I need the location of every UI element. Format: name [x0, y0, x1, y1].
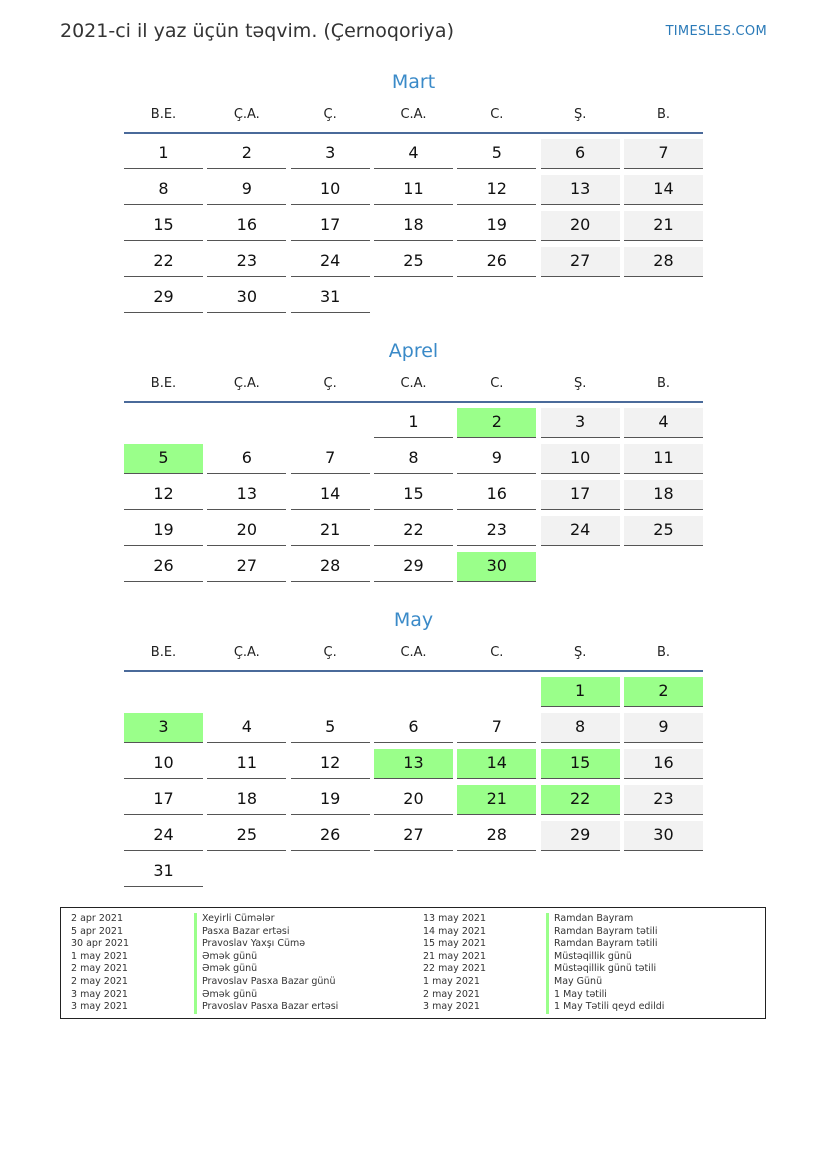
legend-holiday-name: 1 May tətili: [554, 988, 607, 1000]
day-cell: 20: [374, 785, 453, 815]
day-cell: 11: [207, 749, 286, 779]
legend-row: [413, 976, 664, 989]
day-cell: 29: [374, 552, 453, 582]
day-cell: 26: [124, 552, 203, 582]
weekday-header: [124, 96, 703, 132]
legend-row: [413, 951, 664, 964]
day-cell: 8: [374, 444, 453, 474]
month-april: [124, 337, 703, 582]
holiday-day-cell: 2: [624, 677, 703, 707]
legend-color-bar: [546, 963, 549, 976]
legend-color-bar: [546, 976, 549, 989]
day-cell: 21: [624, 211, 703, 241]
day-cell: 23: [207, 247, 286, 277]
day-cell: 25: [374, 247, 453, 277]
holiday-day-cell: 5: [124, 444, 203, 474]
day-cell: 14: [624, 175, 703, 205]
day-cell: 14: [291, 480, 370, 510]
legend-date: 14 may 2021: [423, 925, 487, 937]
day-cell: 10: [541, 444, 620, 474]
holiday-day-cell: 22: [541, 785, 620, 815]
legend-row: [413, 963, 664, 976]
day-cell: 31: [124, 857, 203, 887]
legend-color-bar: [546, 989, 549, 1002]
day-cell: 29: [124, 283, 203, 313]
empty-day-cell: [291, 408, 370, 438]
holiday-day-cell: 21: [457, 785, 536, 815]
day-cell: 15: [374, 480, 453, 510]
month-title: Mart: [391, 71, 436, 93]
holiday-day-cell: 2: [457, 408, 536, 438]
weekday-label: C.: [490, 375, 504, 391]
legend-color-bar: [194, 976, 197, 989]
day-cell: 12: [124, 480, 203, 510]
header-divider: [124, 670, 703, 672]
day-cell: 26: [457, 247, 536, 277]
day-cell: 7: [624, 139, 703, 169]
empty-day-cell: [374, 677, 453, 707]
day-grid: [124, 677, 703, 887]
day-cell: 17: [541, 480, 620, 510]
day-cell: 28: [291, 552, 370, 582]
empty-day-cell: [124, 677, 203, 707]
weekday-label: B.E.: [150, 644, 177, 660]
legend-holiday-name: Ramdan Bayram tətili: [554, 938, 658, 950]
legend-date: 22 may 2021: [423, 963, 487, 975]
legend-holiday-name: Müstəqillik günü: [554, 950, 632, 962]
day-cell: 10: [124, 749, 203, 779]
legend-color-bar: [194, 951, 197, 964]
header-divider: [124, 401, 703, 403]
day-cell: 8: [541, 713, 620, 743]
day-cell: 16: [624, 749, 703, 779]
day-cell: 24: [124, 821, 203, 851]
day-cell: 2: [207, 139, 286, 169]
legend-holiday-name: Xeyirli Cümələr: [202, 913, 275, 924]
legend-color-bar: [194, 913, 197, 926]
empty-day-cell: [291, 677, 370, 707]
legend-holiday-name: 1 May Tətili qeyd edildi: [554, 1001, 665, 1013]
day-cell: 30: [624, 821, 703, 851]
legend-color-bar: [546, 1001, 549, 1014]
legend-date: 2 apr 2021: [71, 913, 124, 924]
day-cell: 18: [374, 211, 453, 241]
day-cell: 26: [291, 821, 370, 851]
legend-row: [413, 938, 664, 951]
weekday-label: C.A.: [400, 375, 427, 391]
legend-row: [413, 989, 664, 1002]
day-cell: 21: [291, 516, 370, 546]
weekday-label: Ş.: [573, 375, 587, 391]
month-title: Aprel: [388, 340, 439, 362]
legend-color-bar: [194, 926, 197, 939]
day-cell: 5: [457, 139, 536, 169]
empty-day-cell: [124, 408, 203, 438]
legend-row: [61, 913, 338, 926]
legend-holiday-name: Ramdan Bayram tətili: [554, 925, 658, 937]
day-cell: 1: [374, 408, 453, 438]
weekday-label: Ş.: [573, 644, 587, 660]
weekday-header: [124, 634, 703, 670]
day-cell: 11: [624, 444, 703, 474]
day-cell: 9: [207, 175, 286, 205]
weekday-label: Ç.A.: [233, 375, 260, 391]
legend-color-bar: [546, 926, 549, 939]
weekday-label: Ç.A.: [233, 106, 260, 122]
day-cell: 28: [624, 247, 703, 277]
brand-logo-text[interactable]: TIMESLES.COM: [665, 24, 767, 39]
day-cell: 19: [124, 516, 203, 546]
day-cell: 5: [291, 713, 370, 743]
day-cell: 6: [374, 713, 453, 743]
month-march: [124, 68, 703, 313]
day-cell: 25: [207, 821, 286, 851]
weekday-label: C.A.: [400, 644, 427, 660]
holiday-day-cell: 13: [374, 749, 453, 779]
legend-date: 3 may 2021: [71, 988, 128, 1000]
day-cell: 19: [291, 785, 370, 815]
day-cell: 12: [457, 175, 536, 205]
weekday-header: [124, 365, 703, 401]
legend-date: 2 may 2021: [71, 975, 128, 987]
legend-color-bar: [546, 938, 549, 951]
day-cell: 3: [291, 139, 370, 169]
holiday-legend: [60, 907, 766, 1019]
day-cell: 27: [541, 247, 620, 277]
holiday-day-cell: 3: [124, 713, 203, 743]
holiday-day-cell: 15: [541, 749, 620, 779]
weekday-label: Ş.: [573, 106, 587, 122]
day-cell: 23: [457, 516, 536, 546]
day-grid: [124, 408, 703, 582]
legend-holiday-name: Pravoslav Pasxa Bazar ertəsi: [202, 1001, 339, 1013]
legend-row: [61, 1001, 338, 1014]
day-cell: 24: [291, 247, 370, 277]
holiday-day-cell: 1: [541, 677, 620, 707]
weekday-label: Ç.: [323, 106, 337, 122]
holiday-day-cell: 14: [457, 749, 536, 779]
day-cell: 13: [541, 175, 620, 205]
legend-row: [413, 913, 664, 926]
legend-color-bar: [194, 963, 197, 976]
legend-holiday-name: Əmək günü: [202, 950, 258, 962]
day-cell: 12: [291, 749, 370, 779]
legend-date: 1 may 2021: [71, 950, 128, 962]
day-cell: 18: [624, 480, 703, 510]
weekday-label: B.E.: [150, 106, 177, 122]
legend-date: 2 may 2021: [71, 963, 128, 975]
day-cell: 9: [457, 444, 536, 474]
day-cell: 30: [207, 283, 286, 313]
day-cell: 24: [541, 516, 620, 546]
legend-color-bar: [546, 951, 549, 964]
day-cell: 17: [124, 785, 203, 815]
day-cell: 22: [374, 516, 453, 546]
day-cell: 18: [207, 785, 286, 815]
legend-color-bar: [194, 1001, 197, 1014]
day-cell: 15: [124, 211, 203, 241]
day-cell: 10: [291, 175, 370, 205]
legend-color-bar: [546, 913, 549, 926]
day-cell: 31: [291, 283, 370, 313]
legend-color-bar: [194, 938, 197, 951]
day-cell: 29: [541, 821, 620, 851]
day-cell: 19: [457, 211, 536, 241]
day-cell: 17: [291, 211, 370, 241]
weekday-label: B.E.: [150, 375, 177, 391]
legend-row: [413, 1001, 664, 1014]
day-cell: 16: [457, 480, 536, 510]
legend-column-right: [413, 913, 664, 1014]
day-cell: 28: [457, 821, 536, 851]
day-cell: 7: [457, 713, 536, 743]
weekday-label: Ç.: [323, 644, 337, 660]
legend-date: 2 may 2021: [423, 988, 480, 1000]
day-grid: [124, 139, 703, 313]
day-cell: 27: [207, 552, 286, 582]
legend-date: 3 may 2021: [423, 1001, 480, 1013]
day-cell: 20: [541, 211, 620, 241]
legend-row: [61, 976, 338, 989]
weekday-label: B.: [656, 106, 670, 122]
legend-date: 13 may 2021: [423, 913, 487, 924]
legend-row: [61, 989, 338, 1002]
day-cell: 11: [374, 175, 453, 205]
legend-date: 30 apr 2021: [71, 938, 130, 950]
empty-day-cell: [207, 408, 286, 438]
legend-column-left: [61, 913, 338, 1014]
day-cell: 27: [374, 821, 453, 851]
legend-color-bar: [194, 989, 197, 1002]
day-cell: 22: [124, 247, 203, 277]
empty-day-cell: [207, 677, 286, 707]
day-cell: 4: [207, 713, 286, 743]
holiday-day-cell: 30: [457, 552, 536, 582]
day-cell: 6: [207, 444, 286, 474]
weekday-label: C.: [490, 644, 504, 660]
legend-row: [61, 938, 338, 951]
weekday-label: B.: [656, 375, 670, 391]
weekday-label: B.: [656, 644, 670, 660]
legend-date: 5 apr 2021: [71, 925, 124, 937]
day-cell: 1: [124, 139, 203, 169]
day-cell: 8: [124, 175, 203, 205]
legend-row: [61, 926, 338, 939]
legend-row: [413, 926, 664, 939]
weekday-label: Ç.: [323, 375, 337, 391]
day-cell: 4: [624, 408, 703, 438]
day-cell: 6: [541, 139, 620, 169]
page-title: 2021-ci il yaz üçün təqvim. (Çernoqoriya): [60, 20, 454, 42]
day-cell: 9: [624, 713, 703, 743]
header-divider: [124, 132, 703, 134]
legend-date: 21 may 2021: [423, 950, 487, 962]
weekday-label: C.A.: [400, 106, 427, 122]
legend-row: [61, 951, 338, 964]
day-cell: 3: [541, 408, 620, 438]
legend-holiday-name: Pasxa Bazar ertəsi: [202, 925, 290, 937]
day-cell: 4: [374, 139, 453, 169]
legend-date: 15 may 2021: [423, 938, 487, 950]
empty-day-cell: [457, 677, 536, 707]
legend-holiday-name: Müstəqillik günü tətili: [554, 963, 657, 975]
day-cell: 23: [624, 785, 703, 815]
legend-holiday-name: Ramdan Bayram: [554, 913, 634, 924]
day-cell: 13: [207, 480, 286, 510]
legend-holiday-name: Pravoslav Yaxşı Cümə: [202, 938, 306, 950]
day-cell: 25: [624, 516, 703, 546]
legend-holiday-name: Əmək günü: [202, 988, 258, 1000]
legend-holiday-name: Əmək günü: [202, 963, 258, 975]
month-title: May: [393, 609, 434, 631]
month-may: [124, 606, 703, 887]
day-cell: 16: [207, 211, 286, 241]
weekday-label: Ç.A.: [233, 644, 260, 660]
legend-date: 3 may 2021: [71, 1001, 128, 1013]
legend-holiday-name: Pravoslav Pasxa Bazar günü: [202, 975, 336, 987]
legend-date: 1 may 2021: [423, 975, 480, 987]
legend-holiday-name: May Günü: [554, 975, 603, 987]
day-cell: 20: [207, 516, 286, 546]
day-cell: 7: [291, 444, 370, 474]
legend-row: [61, 963, 338, 976]
weekday-label: C.: [490, 106, 504, 122]
